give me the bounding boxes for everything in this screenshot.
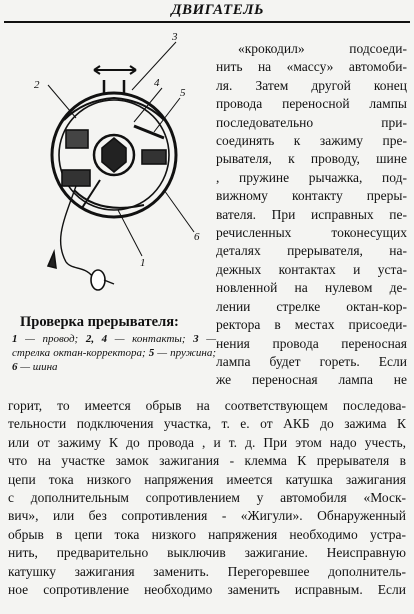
text-line: же переносная лампа не [216, 372, 407, 388]
caption-legend [12, 332, 216, 374]
body-text-right-column [216, 40, 407, 390]
text-line: ное сопротивление необходимо заменить исправным. Если [8, 582, 406, 598]
caption-title: Проверка прерывателя: [20, 314, 179, 330]
text-line: ректора в местах присоеди- [216, 317, 407, 333]
callout-6: 6 [194, 231, 200, 243]
callout-2: 2 [34, 79, 40, 91]
legend-text: — стрелка октан-корректора; [12, 333, 216, 359]
text-line: с дополнительным сопротивлением у автомобиля «Моск- [8, 490, 406, 506]
breaker-figure [4, 30, 212, 298]
callout-1: 1 [140, 257, 146, 269]
text-line: деталях прерывателя, на- [216, 243, 407, 259]
text-line: нить на «массу» автомоби- [216, 59, 407, 75]
header-rule [4, 21, 410, 23]
text-line: или от зажиму К до провода , и т. д. При этом надо учесть, [8, 434, 406, 450]
text-line: речисленных токонесущих [216, 225, 407, 241]
text-line: нения провода переносная [216, 335, 407, 351]
legend-num: 2, 4 [85, 333, 108, 345]
legend-text: — контакты; [107, 333, 194, 345]
text-line: лампа будет гореть. Если [216, 353, 407, 369]
text-line: , пружине рычажка, под- [216, 169, 407, 185]
body-text-full-width [8, 397, 406, 599]
text-line: цепи тока низкого напряжения имеется катушка зажигания [8, 471, 406, 487]
text-line: новленной на нулевом де- [216, 280, 407, 296]
text-line: горит, то имеется обрыв на соответствующем последова- [8, 398, 406, 413]
text-line: последовательно при- [216, 114, 407, 130]
legend-num: 3 [193, 333, 199, 345]
text-line: нить, предварительно выключив зажигание. Неисправную [8, 545, 406, 561]
text-line: «крокодил» подсоеди- [238, 41, 407, 56]
text-line: что на участке замок зажигания - клемма К прерывателя в [8, 453, 406, 469]
text-line: лении стрелке октан-кор- [216, 298, 407, 314]
text-line: провода переносной лампы [216, 96, 407, 112]
legend-text: — шина [17, 361, 58, 373]
page-header-title: ДВИГАТЕЛЬ [171, 2, 264, 18]
callout-3: 3 [172, 31, 178, 43]
text-line: катушку зажигания заменить. Перегоревшее дополнитель- [8, 563, 406, 579]
callout-4: 4 [154, 77, 160, 89]
text-line: соединять к зажиму пре- [216, 133, 407, 149]
text-line: вижному контакту преры- [216, 188, 407, 204]
text-line: вателя. При исправных пе- [216, 206, 407, 222]
legend-num: 6 [12, 361, 18, 373]
legend-text: — провод; [17, 333, 86, 345]
legend-text: — пружина; [154, 347, 216, 359]
callout-5: 5 [180, 87, 186, 99]
text-line: тельности подключения участка, т. е. от АКБ до зажима К [8, 416, 406, 432]
legend-num: 5 [148, 347, 155, 359]
text-line: дежных контактах и уста- [216, 261, 407, 277]
text-line: обрыв в цепи тока низкого напряжения необходимо устра- [8, 526, 406, 542]
text-line: рывателя, к проводу, шине [216, 151, 407, 167]
text-line: вич», или без сопротивления - «Жигули». Обнаруженный [8, 508, 406, 524]
legend-num: 1 [12, 333, 18, 345]
text-line: ля. Затем другой конец [216, 77, 407, 93]
